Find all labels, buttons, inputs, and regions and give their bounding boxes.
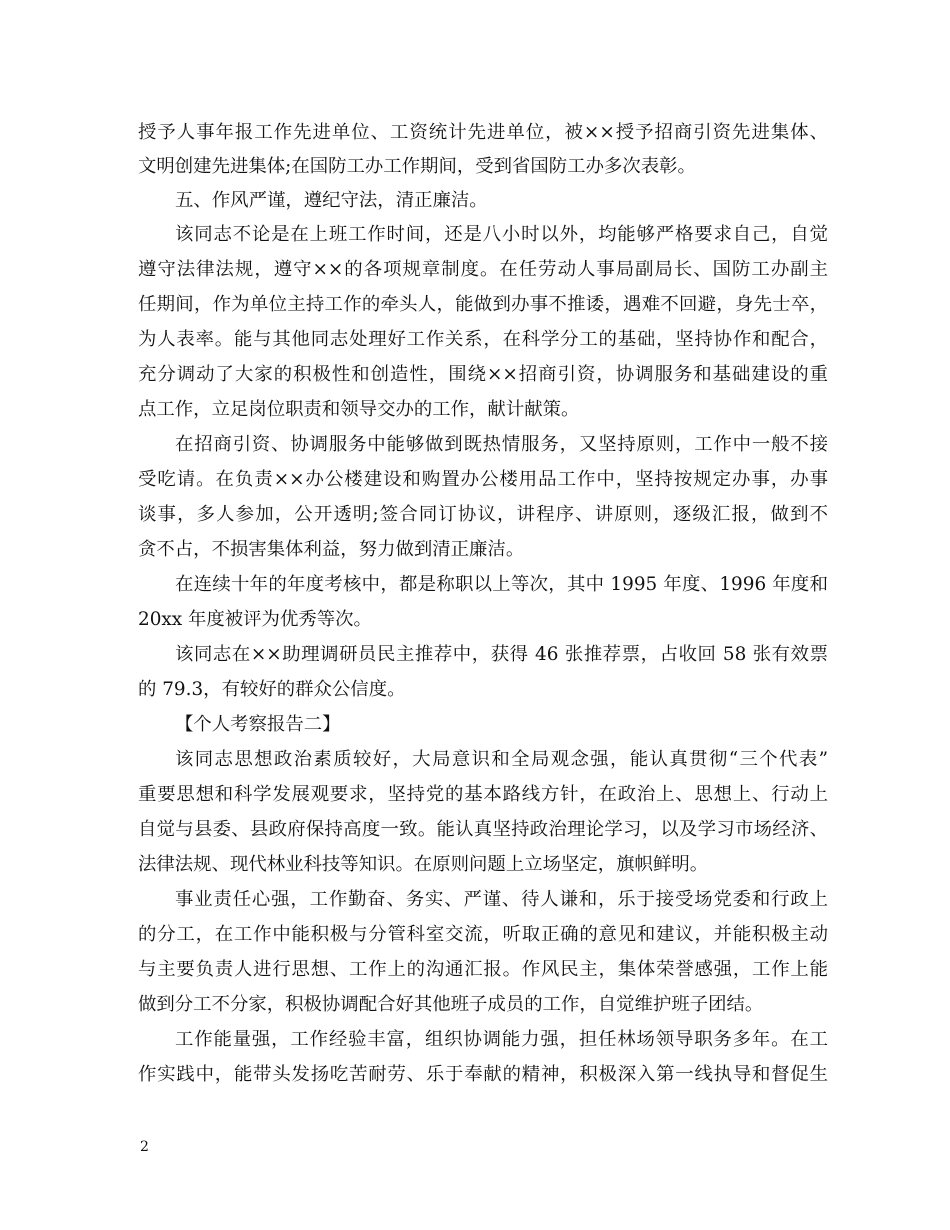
text-line: 该同志思想政治素质较好，大局意识和全局观念强，能认真贯彻“三个代表”	[175, 749, 828, 770]
text-line: 20xx 年度被评为优秀等次。	[138, 609, 372, 630]
text-line: 点工作，立足岗位职责和领导交办的工作，献计献策。	[138, 399, 580, 420]
text-line: 贪不占，不损害集体利益，努力做到清正廉洁。	[138, 539, 525, 560]
text-line: 充分调动了大家的积极性和创造性，围绕××招商引资，协调服务和基础建设的重	[138, 364, 828, 385]
text-line: 法律法规、现代林业科技等知识。在原则问题上立场坚定，旗帜鲜明。	[138, 854, 709, 875]
text-line: 作实践中，能带头发扬吃苦耐劳、乐于奉献的精神，积极深入第一线执导和督促生	[138, 1064, 828, 1085]
text-line: 在招商引资、协调服务中能够做到既热情服务，又坚持原则，工作中一般不接	[175, 434, 828, 455]
text-line: 该同志不论是在上班工作时间，还是八小时以外，均能够严格要求自己，自觉	[175, 224, 828, 245]
text-line: 重要思想和科学发展观要求，坚持党的基本路线方针，在政治上、思想上、行动上	[138, 784, 828, 805]
text-line: 自觉与县委、县政府保持高度一致。能认真坚持政治理论学习，以及学习市场经济、	[138, 819, 828, 840]
text-line: 谈事，多人参加，公开透明;签合同订协议，讲程序、讲原则，逐级汇报，做到不	[138, 504, 828, 525]
section-heading: 五、作风严谨，遵纪守法，清正廉洁。	[175, 190, 488, 211]
text-line: 的 79.3，有较好的群众公信度。	[138, 679, 406, 700]
text-line: 授予人事年报工作先进单位、工资统计先进单位，被××授予招商引资先进集体、	[138, 122, 828, 143]
text-line: 受吃请。在负责××办公楼建设和购置办公楼用品工作中，坚持按规定办事，办事	[138, 469, 828, 490]
page-number: 2	[140, 1139, 149, 1155]
text-line: 事业责任心强，工作勤奋、务实、严谨、待人谦和，乐于接受场党委和行政上	[175, 889, 828, 910]
text-line: 工作能量强，工作经验丰富，组织协调能力强，担任林场领导职务多年。在工	[175, 1029, 828, 1050]
text-line: 与主要负责人进行思想、工作上的沟通汇报。作风民主，集体荣誉感强，工作上能	[138, 959, 828, 980]
text-line: 做到分工不分家，积极协调配合好其他班子成员的工作，自觉维护班子团结。	[138, 994, 764, 1015]
text-line: 为人表率。能与其他同志处理好工作关系，在科学分工的基础，坚持协作和配合，	[138, 329, 828, 350]
text-line: 任期间，作为单位主持工作的牵头人，能做到办事不推诿，遇难不回避，身先士卒，	[138, 294, 828, 315]
text-line: 文明创建先进集体;在国防工办工作期间，受到省国防工办多次表彰。	[138, 156, 696, 177]
text-line: 该同志在××助理调研员民主推荐中，获得 46 张推荐票，占收回 58 张有效票	[175, 644, 828, 665]
text-line: 遵守法律法规，遵守××的各项规章制度。在任劳动人事局副局长、国防工办副主	[138, 259, 828, 280]
report-title: 【个人考察报告二】	[175, 714, 341, 735]
text-line: 的分工，在工作中能积极与分管科室交流，听取正确的意见和建议，并能积极主动	[138, 924, 828, 945]
text-line: 在连续十年的年度考核中，都是称职以上等次，其中 1995 年度、1996 年度和	[175, 574, 828, 595]
